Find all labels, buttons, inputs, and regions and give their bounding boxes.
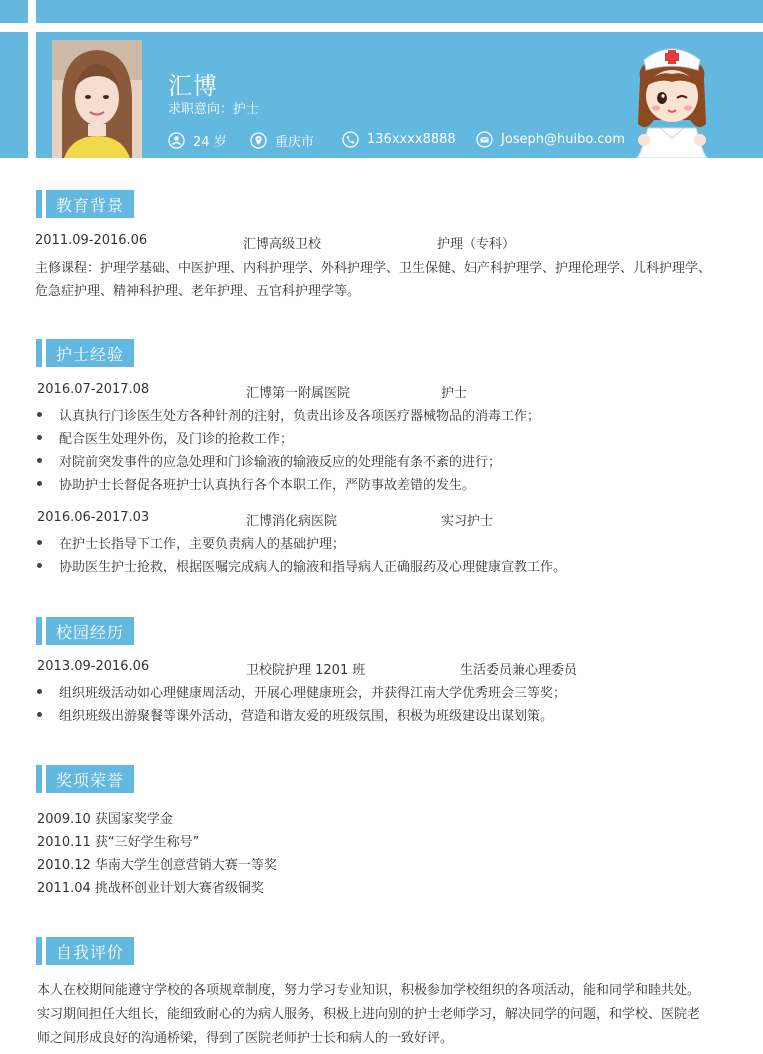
section-title-self-evaluation bbox=[36, 937, 134, 965]
section-title-campus bbox=[36, 617, 134, 645]
nurse-illustration bbox=[626, 40, 718, 158]
award-item: 2009.10 获国家奖学金 bbox=[37, 812, 173, 827]
email-info bbox=[476, 131, 625, 148]
phone-info bbox=[342, 131, 456, 148]
section-title-marker bbox=[36, 617, 42, 645]
age-info bbox=[168, 131, 227, 150]
section-title-marker bbox=[36, 339, 42, 367]
header-divider bbox=[0, 23, 763, 32]
section-title-marker bbox=[36, 190, 42, 218]
list-item: 组织班级活动如心理健康周活动，开展心理健康班会，并获得江南大学优秀班会三等奖； bbox=[59, 686, 567, 701]
campus-period: 2013.09-2016.06 bbox=[37, 659, 150, 674]
user-icon bbox=[168, 132, 185, 149]
job-role: 护士 bbox=[441, 386, 468, 401]
list-item: 认真执行门诊医生处方各种针剂的注射，负责出诊及各项医疗器械物品的消毒工作； bbox=[59, 409, 541, 424]
list-item: 对院前突发事件的应急处理和门诊输液的输液反应的处理能有条不紊的进行； bbox=[59, 455, 502, 470]
location-icon bbox=[250, 132, 267, 149]
job-period: 2016.06-2017.03 bbox=[37, 510, 150, 525]
education-school: 汇博高级卫校 bbox=[243, 237, 322, 252]
section-title-marker bbox=[36, 765, 42, 793]
profile-photo bbox=[52, 40, 142, 158]
job-organization: 汇博第一附属医院 bbox=[246, 386, 351, 401]
job-period: 2016.07-2017.08 bbox=[37, 382, 150, 397]
header-divider bbox=[28, 0, 36, 23]
campus-role: 生活委员兼心理委员 bbox=[460, 663, 578, 678]
bullet-dot bbox=[37, 563, 42, 568]
section-title-label: 护士经验 bbox=[46, 339, 134, 367]
award-item: 2010.12 华南大学生创意营销大赛一等奖 bbox=[37, 858, 277, 873]
list-item: 组织班级出游聚餐等课外活动，营造和谐友爱的班级氛围，积极为班级建设出谋划策。 bbox=[59, 709, 554, 724]
email-text: Joseph@huibo.com bbox=[501, 132, 626, 147]
section-title-marker bbox=[36, 937, 42, 965]
bullet-dot bbox=[37, 458, 42, 463]
age-text: 24 岁 bbox=[193, 135, 227, 150]
section-title-label: 校园经历 bbox=[46, 617, 134, 645]
phone-icon bbox=[342, 131, 359, 148]
education-courses: 主修课程：护理学基础、中医护理、内科护理学、外科护理学、卫生保健、妇产科护理学、护理伦理学、儿科护理学、 bbox=[35, 261, 712, 276]
header-top-bar bbox=[0, 0, 763, 23]
bullet-dot bbox=[37, 689, 42, 694]
bullet-dot bbox=[37, 712, 42, 717]
section-title-label: 教育背景 bbox=[46, 190, 134, 218]
section-title-nursing bbox=[36, 339, 134, 367]
bullet-dot bbox=[37, 481, 42, 486]
education-courses: 危急症护理、精神科护理、老年护理、五官科护理学等。 bbox=[35, 284, 361, 299]
bullet-dot bbox=[37, 435, 42, 440]
section-title-awards bbox=[36, 765, 134, 793]
job-intent: 求职意向：护士 bbox=[168, 102, 260, 117]
bullet-dot bbox=[37, 540, 42, 545]
award-item: 2011.04 挑战杯创业计划大赛省级铜奖 bbox=[37, 881, 264, 896]
header-divider bbox=[28, 32, 36, 158]
section-title-label: 奖项荣誉 bbox=[46, 765, 134, 793]
list-item: 配合医生处理外伤，及门诊的抢救工作； bbox=[59, 432, 294, 447]
email-icon bbox=[476, 131, 493, 148]
education-period: 2011.09-2016.06 bbox=[35, 233, 148, 248]
list-item: 在护士长指导下工作，主要负责病人的基础护理； bbox=[59, 537, 346, 552]
education-major: 护理（专科） bbox=[437, 237, 516, 252]
section-title-education bbox=[36, 190, 134, 218]
candidate-name: 汇博 bbox=[168, 72, 218, 100]
city-text: 重庆市 bbox=[275, 135, 315, 150]
job-role: 实习护士 bbox=[441, 514, 494, 529]
self-evaluation-text: 实习期间担任大组长，能细致耐心的为病人服务，积极上进向别的护士老师学习，解决同学的问题，和学校、医院老 bbox=[37, 1007, 701, 1022]
self-evaluation-text: 本人在校期间能遵守学校的各项规章制度，努力学习专业知识，积极参加学校组织的各项活动，能和同学和睦共处。 bbox=[37, 983, 701, 998]
list-item: 协助医生护士抢救，根据医嘱完成病人的输液和指导病人正确服药及心理健康宣教工作。 bbox=[59, 560, 567, 575]
bullet-dot bbox=[37, 412, 42, 417]
phone-text: 136xxxx8888 bbox=[367, 132, 456, 147]
self-evaluation-text: 师之间形成良好的沟通桥梁，得到了医院老师护士长和病人的一致好评。 bbox=[37, 1031, 454, 1046]
award-item: 2010.11 获“三好学生称号” bbox=[37, 835, 200, 850]
list-item: 协助护士长督促各班护士认真执行各个本职工作，严防事故差错的发生。 bbox=[59, 478, 476, 493]
campus-organization: 卫校院护理 1201 班 bbox=[246, 663, 366, 678]
job-organization: 汇博消化病医院 bbox=[246, 514, 338, 529]
city-info bbox=[250, 131, 314, 150]
section-title-label: 自我评价 bbox=[46, 937, 134, 965]
